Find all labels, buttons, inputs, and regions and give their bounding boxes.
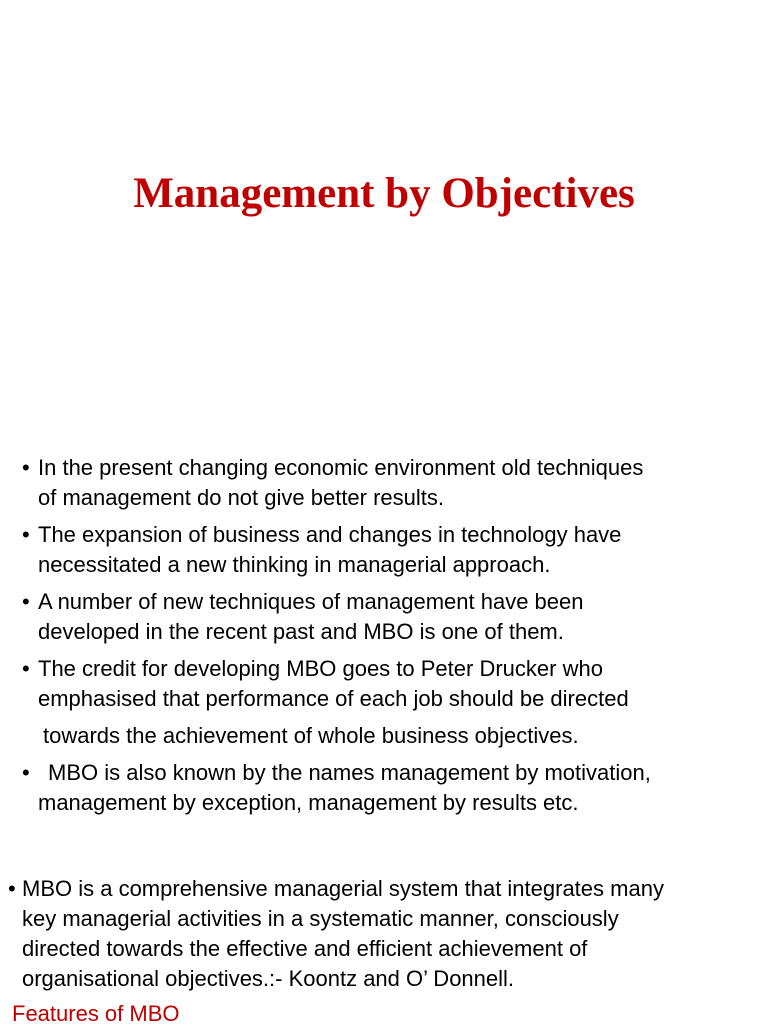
bullet-line: In the present changing economic environment old techniques (38, 455, 644, 480)
definition-line: organisational objectives.:- Koontz and O’ Donnell. (22, 966, 515, 991)
definition-line: directed towards the effective and efficient achievement of (22, 936, 588, 961)
bullet-line: of management do not give better results. (38, 485, 445, 510)
bullet-item-5 (22, 758, 762, 818)
bullet-dot: • (22, 455, 30, 480)
bullet-list (22, 453, 762, 825)
bullet-item-3 (22, 587, 762, 647)
bullet-line: management by exception, management by results etc. (38, 790, 579, 815)
bullet-item-2 (22, 520, 762, 580)
bullet-line: MBO is also known by the names management by motivation, (48, 760, 651, 785)
bullet-dot: • (22, 760, 30, 785)
bullet-line: necessitated a new thinking in managerial approach. (38, 552, 551, 577)
bullet-line: towards the achievement of whole business objectives. (43, 723, 579, 748)
bullet-dot: • (22, 589, 30, 614)
bullet-item-4 (22, 654, 762, 751)
bullet-dot: • (22, 522, 30, 547)
bullet-line: emphasised that performance of each job should be directed (38, 686, 629, 711)
definition-line: MBO is a comprehensive managerial system that integrates many (22, 876, 664, 901)
definition-quote (4, 874, 768, 994)
bullet-line: The expansion of business and changes in technology have (38, 522, 622, 547)
slide-title: Management by Objectives (133, 170, 635, 217)
bullet-dot: • (22, 656, 30, 681)
bullet-line: The credit for developing MBO goes to Peter Drucker who (38, 656, 603, 681)
bullet-line: A number of new techniques of management have been (38, 589, 584, 614)
features-heading: Features of MBO (12, 1001, 180, 1024)
bullet-item-1 (22, 453, 762, 513)
bullet-line: developed in the recent past and MBO is one of them. (38, 619, 564, 644)
definition-line: key managerial activities in a systematic manner, consciously (22, 906, 619, 931)
bullet-dot: • (8, 876, 16, 901)
